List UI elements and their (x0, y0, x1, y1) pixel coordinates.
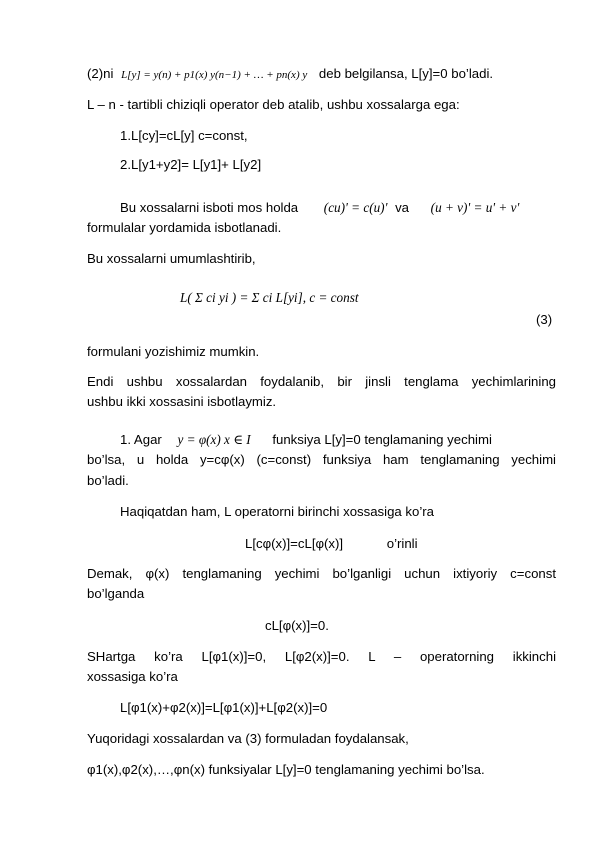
line-5 (120, 200, 519, 216)
line-11 (120, 432, 492, 448)
line-5-text: Bu xossalarni isboti mos holda (120, 200, 299, 215)
line-10: ushbu ikki xossasini isbotlaymiz. (87, 394, 277, 409)
line-22: Yuqoridagi xossalardan va (3) formuladan foydalansak, (87, 731, 409, 746)
line-6: formulalar yordamida isbotlanadi. (87, 220, 282, 235)
line-13: bo’ladi. (87, 473, 129, 488)
line-17: bo’lganda (87, 586, 145, 601)
line-12: bo’lsa, u holda y=cφ(x) (c=const) funksiya ham tenglamaning yechimi (87, 452, 556, 467)
property-2: 2.L[y1+y2]= L[y1]+ L[y2] (120, 157, 262, 172)
formula-derivative-scalar: (cu)' = c(u)' (323, 200, 388, 215)
formula-operator-definition: L[y] = y(n) + p1(x) y(n−1) + … + pn(x) y (121, 69, 308, 81)
property-1: 1.L[cy]=cL[y] c=const, (120, 128, 248, 143)
line-14: Haqiqatdan ham, L operatorni birinchi xossasiga ko’ra (120, 504, 434, 519)
formula-3: L( Σ ci yi ) = Σ ci L[yi], c = const (180, 290, 359, 305)
line-11-a: 1. Agar (120, 432, 162, 447)
formula-zero: cL[φ(x)]=0. (265, 618, 329, 633)
line-1-prefix: (2)ni (87, 66, 114, 81)
line-15-tail: o’rinli (386, 536, 418, 551)
formula-phi: y = φ(x) x ∈ I (177, 432, 251, 447)
equation-number-3: (3) (536, 312, 553, 327)
line-5-va: va (395, 200, 409, 215)
line-11-b: funksiya L[y]=0 tenglamaning yechimi (272, 432, 492, 447)
line-19: SHartga ko’ra L[φ1(x)]=0, L[φ2(x)]=0. L – operatorning ikkinchi (87, 649, 556, 664)
formula-sum: L[φ1(x)+φ2(x)]=L[φ1(x)]+L[φ2(x)]=0 (120, 700, 328, 715)
line-23: φ1(x),φ2(x),…,φn(x) funksiyalar L[y]=0 tenglamaning yechimi bo’lsa. (87, 762, 485, 777)
line-9: Endi ushbu xossalardan foydalanib, bir jinsli tenglama yechimlarining (87, 374, 556, 389)
line-16: Demak, φ(x) tenglamaning yechimi bo’lganligi uchun ixtiyoriy c=const (87, 566, 556, 581)
line-1 (87, 66, 493, 81)
line-2: L – n - tartibli chiziqli operator deb atalib, ushbu xossalarga ega: (87, 97, 460, 112)
line-1-suffix: deb belgilansa, L[y]=0 bo’ladi. (318, 66, 494, 81)
line-8: formulani yozishimiz mumkin. (87, 344, 260, 359)
line-7: Bu xossalarni umumlashtirib, (87, 251, 256, 266)
line-15 (245, 536, 418, 551)
formula-derivative-sum: (u + v)' = u' + v' (430, 200, 520, 215)
formula-linearity: L[cφ(x)]=cL[φ(x)] (245, 536, 344, 551)
line-20: xossasiga ko’ra (87, 669, 178, 684)
